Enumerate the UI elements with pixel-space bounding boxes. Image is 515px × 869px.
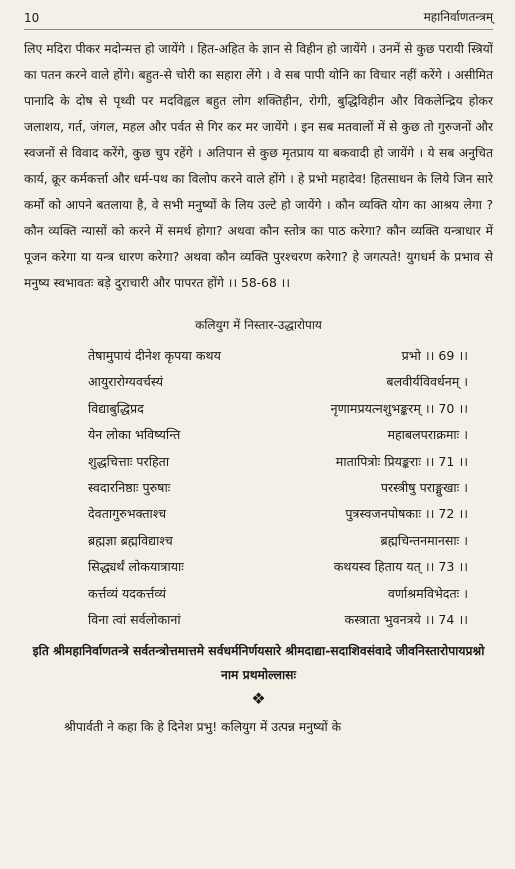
chapter-colophon: इति श्रीमहानिर्वाणतन्त्रे सर्वतन्त्रोत्तमात्तमे सर्वधर्मनिर्णयसारे श्रीमदाद्या-सदाशिवसंवादे जीवनिस्तारोपायप्रश्नो नाम प्रथमोल्लासः (32, 644, 485, 683)
verse-first-half: सिद्ध्यर्थं लोकयात्रायाः (88, 559, 184, 575)
verse-first-half: शुद्धचित्ताः परहिता (88, 453, 170, 469)
verse-list (88, 343, 468, 633)
verse-first-half: ब्रह्मज्ञा ब्रह्मविद्याश्च (88, 532, 173, 548)
verse-line (88, 554, 468, 580)
page-header (24, 8, 493, 30)
ornament-icon: ❖ (251, 689, 266, 709)
page-number: 10 (24, 11, 40, 25)
verse-second-half: कथयस्व हिताय यत् ।। 73 ।। (333, 559, 468, 575)
verse-first-half: कर्त्तव्यं यदकर्त्तव्यं (88, 585, 166, 601)
verse-first-half: स्वदारनिष्ठाः पुरुषाः (88, 480, 171, 496)
verse-second-half: कस्त्राता भुवनत्रये ।। 74 ।। (344, 612, 468, 628)
verse-line (88, 369, 468, 395)
verse-first-half: येन लोका भविष्यन्ति (88, 427, 181, 443)
verse-second-half: परस्त्रीषु पराङ्मुखाः । (380, 480, 468, 496)
verse-second-half: महाबलपराक्रमाः । (387, 427, 468, 443)
continuation-paragraph: श्रीपार्वती ने कहा कि हे दिनेश प्रभु! कलियुग में उत्पन्न मनुष्यों के (64, 720, 342, 735)
verse-line (88, 396, 468, 422)
verse-line (88, 475, 468, 501)
prose-paragraph: लिए मदिरा पीकर मदोन्मत्त हो जायेंगे । हित-अहित के ज्ञान से विहीन हो जायेंगे । उनमें से कुछ परायी स्त्रियों का पतन करने वाले होंगे। बहुत-से चोरी का सहारा लेंगे । वे सब पापी योनि का विचार नहीं करेंगे । असीमित पानादि के दोष से पृथ्वी पर मदविह्वल बहुत लोग शक्तिहीन, रोगी, बुद्धिविहीन और विकलेन्द्रिय होकर जलाशय, गर्त, जंगल, महल और पर्वत से गिर कर मर जायेंगे । इन सब मतवालों में से कुछ तो गुरुजनों और स्वजनों से विवाद करेंगे, कुछ चुप रहेंगे । अतिपान से कुछ मृतप्राय या बकवादी हो जायेंगे । ये सब अनुचित कार्य, क्रूर कर्मकर्त्ता और धर्म-पथ का विलोप करने वाले होंगे । हे प्रभो महादेव! हितसाधन के लिये जिन सारे कर्मों को आपने बतलाया है, वे सभी मनुष्यों के लिय उल्टे हो जायेंगे । कौन व्यक्ति योग का आश्रय लेगा ? कौन व्यक्ति न्यासों को करने में समर्थ होगा? अथवा कौन स्तोत्र का पाठ करेगा? कौन व्यक्ति यन्त्राधार में पूजन करेगा या यन्त्र धारण करेगा? अथवा कौन व्यक्ति पुरश्चरण करेगा? हे जगत्पते! युगधर्म के प्रभाव से मनुष्य स्वभावतः बड़े दुराचारी और पापरत होंगे ।। 58-68 ।। (24, 42, 493, 290)
verse-second-half: प्रभो ।। 69 ।। (401, 348, 468, 363)
verse-line (88, 449, 468, 475)
section-heading: कलियुग में निस्तार-उद्धारोपाय (195, 318, 322, 332)
verse-line (88, 422, 468, 448)
verse-first-half: आयुरारोग्यवर्चस्यं (88, 374, 164, 390)
verse-second-half: पुत्रस्वजनपोषकाः ।। 72 ।। (345, 506, 468, 522)
verse-second-half: नृणामप्रयत्नशुभङ्करम् ।। 70 ।। (330, 400, 468, 416)
verse-first-half: तेषामुपायं दीनेश कृपया कथय (88, 348, 221, 363)
verse-line (88, 501, 468, 527)
verse-line (88, 343, 468, 369)
verse-second-half: बलवीर्यविवर्धनम् । (386, 374, 468, 390)
verse-line (88, 528, 468, 554)
verse-second-half: वर्णाश्रमविभेदतः । (387, 585, 468, 601)
verse-first-half: विना त्वां सर्वलोकानां (88, 612, 181, 628)
verse-first-half: देवतागुरुभक्ताश्च (88, 506, 167, 522)
running-title: महानिर्वाणतन्त्रम् (423, 10, 493, 24)
verse-second-half: मातापित्रोः प्रियङ्कराः ।। 71 ।। (335, 453, 468, 469)
verse-line (88, 581, 468, 607)
verse-first-half: विद्याबुद्धिप्रद (88, 400, 144, 416)
verse-line (88, 607, 468, 633)
verse-second-half: ब्रह्मचिन्तनमानसाः । (380, 532, 468, 548)
